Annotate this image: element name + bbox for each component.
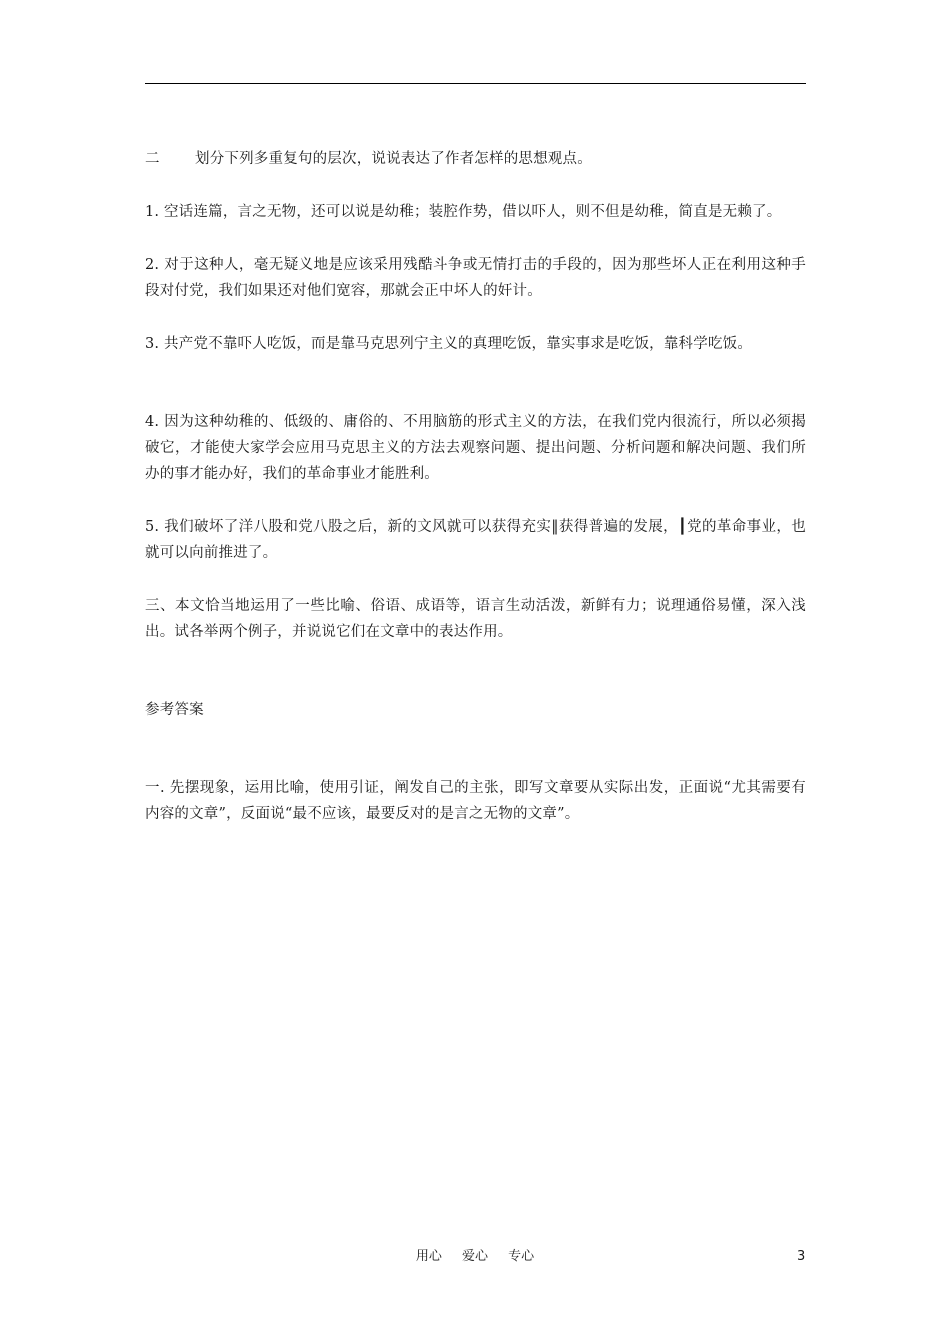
question-2: 2. 对于这种人，毫无疑义地是应该采用残酷斗争或无情打击的手段的，因为那些坏人正在利用这种手段对付党，我们如果还对他们宽容，那就会正中坏人的奸计。 (145, 257, 806, 299)
footer-item: 爱心 (461, 1249, 488, 1264)
section-2-heading (145, 146, 806, 172)
header-rule (145, 83, 806, 84)
answers-title: 参考答案 (145, 702, 204, 718)
footer-item: 用心 (415, 1249, 442, 1264)
section-3-text: 三、本文恰当地运用了一些比喻、俗语、成语等，语言生动活泼，新鲜有力；说理通俗易懂，深入浅出。试各举两个例子，并说说它们在文章中的表达作用。 (145, 598, 806, 640)
page-number: 3 (797, 1249, 806, 1264)
question-5: 5. 我们破坏了洋八股和党八股之后，新的文风就可以获得充实‖获得普遍的发展，┃党的革命事业，也就可以向前推进了。 (145, 519, 806, 561)
footer-item: 专心 (508, 1249, 535, 1264)
document-body (145, 146, 806, 827)
question-4: 4. 因为这种幼稚的、低级的、庸俗的、不用脑筋的形式主义的方法，在我们党内很流行，所以必须揭破它，才能使大家学会应用马克思主义的方法去观察问题、提出问题、分析问题和解决问题、我们所办的事才能办好，我们的革命事业才能胜利。 (145, 414, 806, 482)
question-3: 3. 共产党不靠吓人吃饭，而是靠马克思列宁主义的真理吃饭，靠实事求是吃饭，靠科学吃饭。 (145, 336, 753, 352)
section-2-title: 划分下列多重复句的层次，说说表达了作者怎样的思想观点。 (195, 151, 592, 167)
answer-1: 一. 先摆现象，运用比喻，使用引证，阐发自己的主张，即写文章要从实际出发，正面说“尤其需要有内容的文章”，反面说“最不应该，最要反对的是言之无物的文章”。 (145, 780, 806, 822)
section-2-number: 二 (145, 151, 160, 167)
footer-motto (0, 1248, 950, 1266)
question-1: 1. 空话连篇，言之无物，还可以说是幼稚；装腔作势，借以吓人，则不但是幼稚，简直是无赖了。 (145, 204, 782, 220)
